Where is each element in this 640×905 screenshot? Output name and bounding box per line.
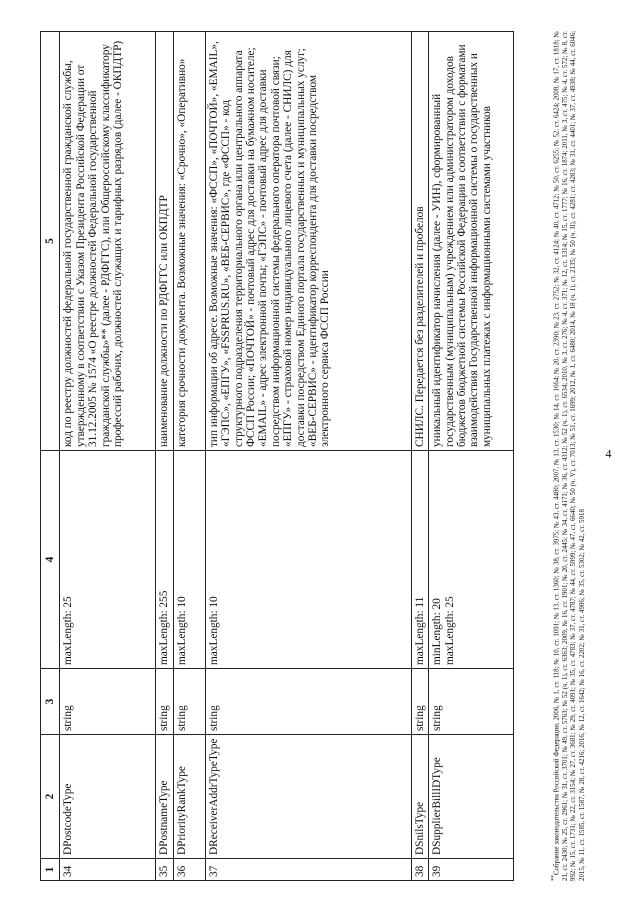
column-header: 3 (41, 669, 60, 735)
base-type: string (411, 669, 428, 735)
base-type: string (173, 669, 205, 735)
description: уникальный идентификатор начисления (далее - УИН), сформированный государственным (муниципальным) учреждением или администратором доходов бюджетов бюджетной системы Российской Федерации в соответствии с форматами взаимодействия Государственной информационной системы о государственных и муниципальных платежах с информационными системами участников (429, 32, 514, 451)
footnote-text: Собрание законодательства Российской Федерации, 2006, № 1, ст. 118; № 10, ст. 1091; № 13, ст. 1360; № 38, ст. 3975; № 43, ст. 4480; 2007, № 13, ст. 1530; № 14, ст. 1664; № 20, ст. 2390; № 23, ст. 2752; № 32, ст. 4124; № 40, ст. 4712; № 50, ст. 6255; № 52, ст. 6424; 2008, № 17, ст. 1818; № 21, ст. 2430; № 25, ст. 2961; № 31, ст. 3701; № 49, ст. 5763; № 52 (ч. 1), ст. 6363; 2009, № 16, ст. 1901; № 20, ст. 2445; № 34, ст. 4171; № 36, ст. 4312; № 52 (ч. 1), ст. 6534; 2010, № 3, ст. 276; № 4, ст. 371; № 12, ст. 1314; № 15, ст. 1777; № 16, ст. 1874; 2011, № 3, ст. 475; № 4, ст. 572; № 8, ст. 992; № 15, ст. 1731; № 22, ст. 3154; № 27, ст. 3681; № 29, ст. 4091; № 35, ст. 4783; № 37, ст. 4787; № 44, ст. 5999; № 47, ст. 6640; № 50 (ч. V), ст. 7013; № 51, ст. 1699; 2012, № 1, ст. 6480; 2014, № 18 (ч. 1), ст. 2135; № 50 (ч. II), ст. 4281; ст. 4283; № 31, ст. 4401; № 37, ст. 4938; № 44, ст. 6046; 2015, № 11, ст. 1585, ст. 1587, № 28, ст. 4216; 2016, № 12, ст. 1642; № 16, ст. 2202; № 31, ст. 4986; № 35, ст. 5302; № 42, ст. 5918 (553, 31, 586, 881)
row-number: 34 (60, 859, 156, 881)
row-number: 35 (156, 859, 173, 881)
base-type: string (60, 669, 156, 735)
restrictions: maxLength: 10 (173, 451, 205, 669)
restrictions: maxLength: 25 (60, 451, 156, 669)
description: тип информации об адресе. Возможные значения: «ФССП», «ПОЧТОЙ», «EMAIL», «ГЭПС», «ЕПГУ», «FSSPRUS.RU», «ВЕБ-СЕРВИС», где «ФССП» - код структурного подразделения территориального органа или центрального аппарата ФССП России; «ПОЧТОЙ» - почтовый адрес для доставки на бумажном носителе; «EMAIL» - адрес электронной почты; «ГЭПС» - почтовый адрес для доставки посредством информационной системы федерального оператора почтовой связи; «ЕПГУ» - страховой номер индивидуального лицевого счета (далее - СНИЛС) для доставки посредством Единого портала государственных и муниципальных услуг; «ВЕБ-СЕРВИС» - идентификатор корреспондента для доставки посредством электронного сервиса ФССП России (205, 32, 411, 451)
table-row (156, 32, 173, 881)
table-row (60, 32, 156, 881)
column-header: 4 (41, 451, 60, 669)
type-name: DReceiverAddrTypeType (205, 735, 411, 859)
table-row (429, 32, 514, 881)
description: наименование должности по РДФГГС или ОКПДТР (156, 32, 173, 451)
type-name: DPriorityRankType (173, 735, 205, 859)
base-type: string (156, 669, 173, 735)
footnote (550, 31, 587, 881)
description: СНИЛС. Передается без разделителей и пробелов (411, 32, 428, 451)
row-number: 39 (429, 859, 514, 881)
table-header-row (41, 32, 60, 881)
restrictions: minLength: 20 maxLength: 25 (429, 451, 514, 669)
types-table (40, 31, 514, 881)
page-number: 4 (605, 446, 612, 461)
column-header: 1 (41, 859, 60, 881)
table-row (173, 32, 205, 881)
row-number: 36 (173, 859, 205, 881)
base-type: string (429, 669, 514, 735)
type-name: DPostcodeType (60, 735, 156, 859)
base-type: string (205, 669, 411, 735)
restrictions: maxLength: 255 (156, 451, 173, 669)
description: код по реестру должностей федеральной государственной гражданской службы, утвержденному в соответствии с Указом Президента Российской Федерации от 31.12.2005 № 1574 «О реестре должностей Федеральной государственной гражданской службы»** (далее - РДФГГС), или Общероссийскому классификатору профессий рабочих, должностей служащих и тарифных разрядов (далее - ОКПДТР) (60, 32, 156, 451)
table-row (205, 32, 411, 881)
type-name: DPostnameType (156, 735, 173, 859)
row-number: 38 (411, 859, 428, 881)
row-number: 37 (205, 859, 411, 881)
column-header: 2 (41, 735, 60, 859)
column-header: 5 (41, 32, 60, 451)
restrictions: maxLength: 10 (205, 451, 411, 669)
type-name: DSupplierBillIDType (429, 735, 514, 859)
type-name: DSnilsType (411, 735, 428, 859)
footnote-marker: ** (551, 875, 557, 881)
restrictions: maxLength: 11 (411, 451, 428, 669)
description: категория срочности документа. Возможные значения: «Срочно», «Оперативно» (173, 32, 205, 451)
table-row (411, 32, 428, 881)
